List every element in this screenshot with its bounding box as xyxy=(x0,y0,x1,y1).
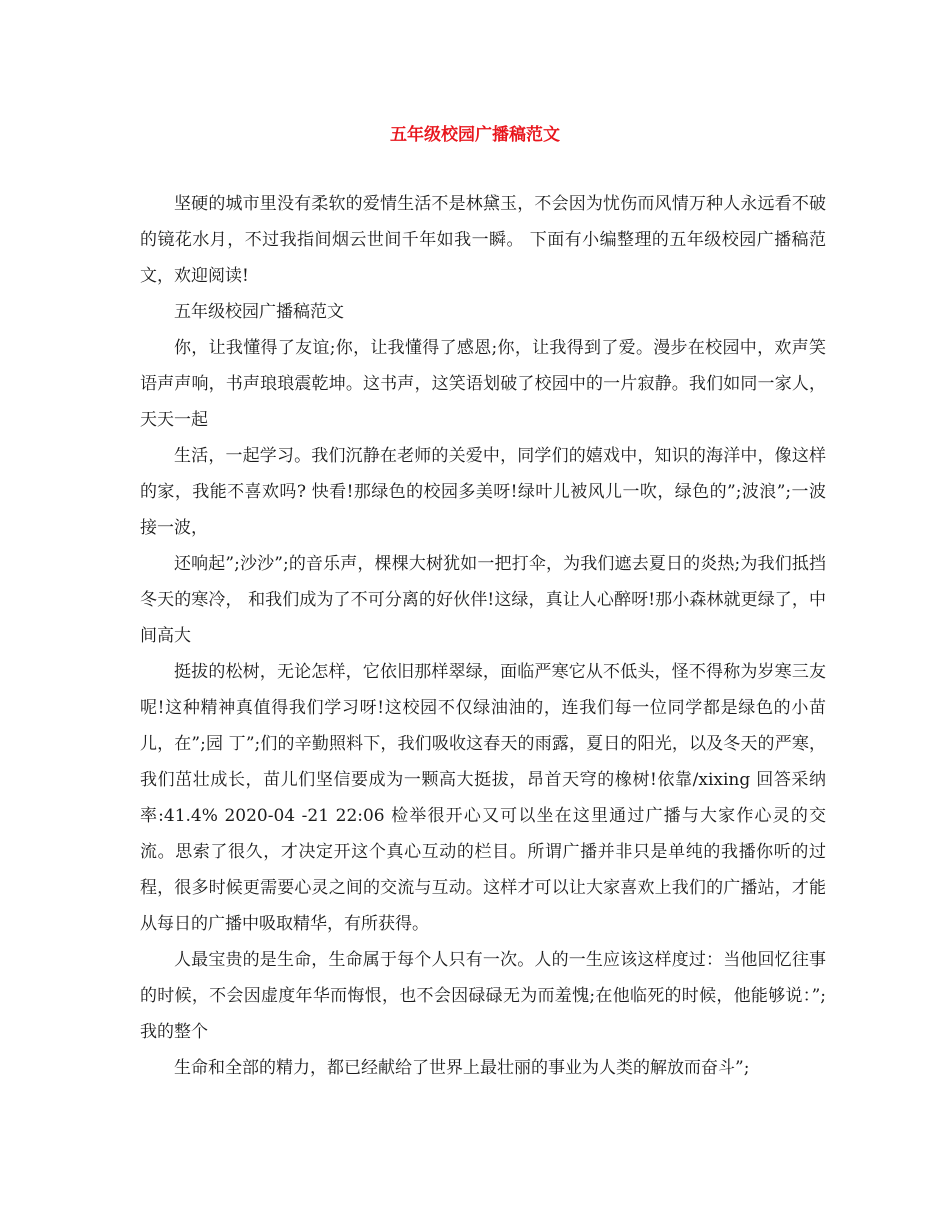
document-title: 五年级校园广播稿范文 xyxy=(390,125,560,145)
paragraph-life-value: 人最宝贵的是生命，生命属于每个人只有一次。人的一生应该这样度过：当他回忆往事的时候，不会因虚度年华而悔恨，也不会因碌碌无为而羞愧;在他临死的时候，他能够说：”;我的整个 xyxy=(140,950,826,1042)
paragraph-pine-trees: 挺拔的松树，无论怎样，它依旧那样翠绿，面临严寒它从不低头，怪不得称为岁寒三友呢!这种精神真值得我们学习呀!这校园不仅绿油油的，连我们每一位同学都是绿色的小苗儿，在”;园 丁”;们的辛勤照料下，我们吸收这春天的雨露，夏日的阳光，以及冬天的严寒，我们茁壮成长，苗儿们坚信要成为一颗高大挺拔，昂首天穹的橡树!依靠/xixing 回答采纳率:41.4% 2020-04 -21 22:06 检举很开心又可以坐在这里通过广播与大家作心灵的交流。思索了很久，才决定开这个真心互动的栏目。所谓广播并非只是单纯的我播你听的过程，很多时候更需要心灵之间的交流与互动。这样才可以让大家喜欢上我们的广播站，才能从每日的广播中吸取精华，有所获得。 xyxy=(140,662,826,934)
paragraph-subheading: 五年级校园广播稿范文 xyxy=(174,302,344,322)
paragraph-trees: 还响起”;沙沙”;的音乐声，棵棵大树犹如一把打伞，为我们遮去夏日的炎热;为我们抵挡冬天的寒冷， 和我们成为了不可分离的好伙伴!这绿，真让人心醉呀!那小森林就更绿了，中间高大 xyxy=(140,554,826,646)
paragraph-friendship: 你，让我懂得了友谊;你，让我懂得了感恩;你，让我得到了爱。漫步在校园中，欢声笑语声声响，书声琅琅震乾坤。这书声，这笑语划破了校园中的一片寂静。我们如同一家人，天天一起 xyxy=(140,338,826,430)
document-body xyxy=(140,186,826,1086)
paragraph-life-dedication: 生命和全部的精力，都已经献给了世界上最壮丽的事业为人类的解放而奋斗”; xyxy=(174,1058,750,1078)
paragraph-campus-life: 生活，一起学习。我们沉静在老师的关爱中，同学们的嬉戏中，知识的海洋中，像这样的家，我能不喜欢吗? 快看!那绿色的校园多美呀!绿叶儿被风儿一吹，绿色的”;波浪”;一波接一波， xyxy=(140,446,826,538)
paragraph-intro: 坚硬的城市里没有柔软的爱情生活不是林黛玉，不会因为忧伤而风情万种人永远看不破的镜花水月，不过我指间烟云世间千年如我一瞬。 下面有小编整理的五年级校园广播稿范文，欢迎阅读! xyxy=(140,194,826,286)
